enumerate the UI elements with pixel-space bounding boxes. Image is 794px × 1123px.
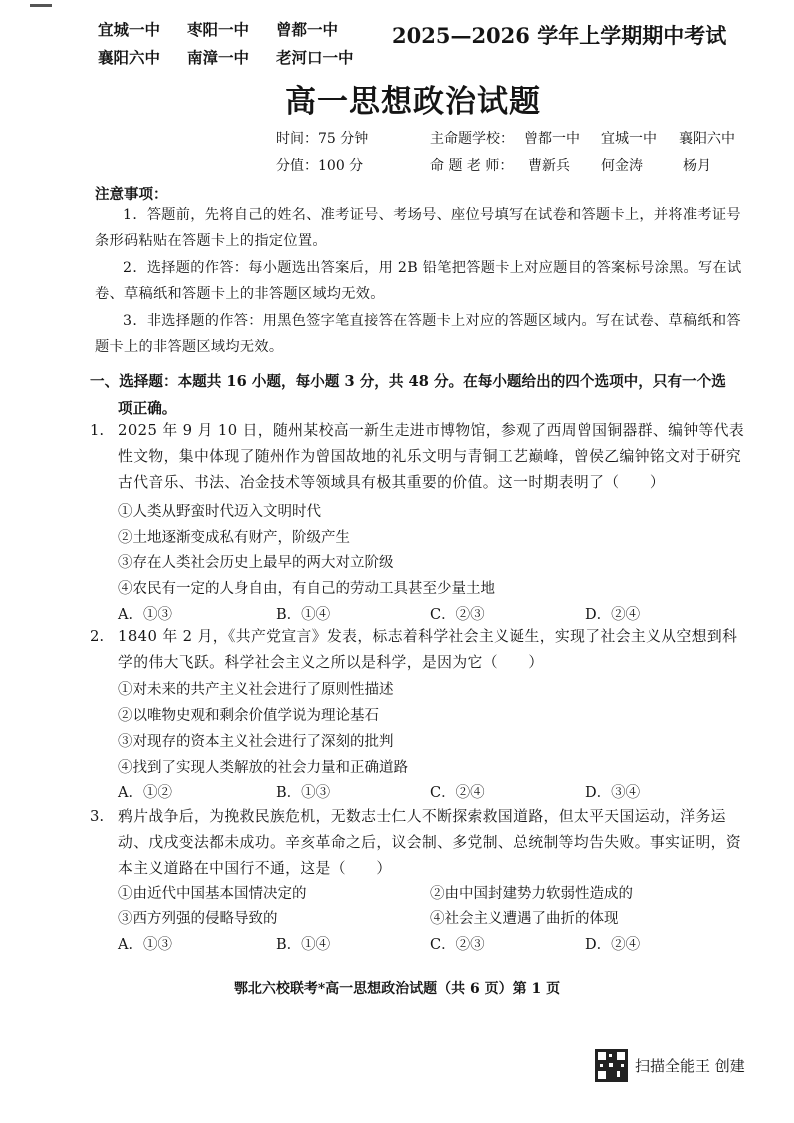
answer-choice: C．②③ [430,607,485,623]
answer-choice: B．①④ [276,937,331,953]
notes-heading: 注意事项： [95,186,168,203]
school-name: 南漳一中 [187,49,250,67]
host-school: 襄阳六中 [679,131,735,147]
statement: ②以唯物史观和剩余价值学说为理论基石 [118,708,379,724]
question-number: 2. [90,628,105,645]
question-stem: 1840 年 2 月，《共产党宣言》发表，标志着科学社会主义诞生，实现了社会主义从空想到科学的伟大飞跃。科学社会主义之所以是科学，是因为它（ ） [118,628,738,671]
school-name: 宜城一中 [98,21,161,39]
school-name: 襄阳六中 [98,49,161,67]
statement: ③西方列强的侵略导致的 [118,911,278,927]
host-label: 主命题学校： [430,131,514,147]
note-item: 3．非选择题的作答：用黑色签字笔直接答在答题卡上对应的答题区域内。写在试卷、草稿纸和答题卡上的非答题区域均无效。 [95,313,741,355]
statement: ①对未来的共产主义社会进行了原则性描述 [118,682,394,698]
answer-choice: D．②④ [585,607,641,623]
question-number: 1. [90,422,105,439]
statement: ②土地逐渐变成私有财产，阶级产生 [118,530,350,546]
page-footer: 鄂北六校联考*高一思想政治试题（共 6 页）第 1 页 [233,981,561,997]
statement: ①人类从野蛮时代迈入文明时代 [118,504,321,520]
note-item: 1．答题前，先将自己的姓名、准考证号、考场号、座位号填写在试卷和答题卡上，并将准考证号条形码粘贴在答题卡上的指定位置。 [95,207,741,249]
school-name: 曾都一中 [276,21,339,39]
statement: ④农民有一定的人身自由，有自己的劳动工具甚至少量土地 [118,581,495,597]
teacher-name: 杨月 [683,158,711,174]
note-item: 2．选择题的作答：每小题选出答案后，用 2B 铅笔把答题卡上对应题目的答案标号涂黑。写在试卷、草稿纸和答题卡上的非答题区域均无效。 [95,260,742,302]
exam-title: 2025—2026 学年上学期期中考试 [392,23,727,48]
statement: ④社会主义遭遇了曲折的体现 [430,911,619,927]
statement: ④找到了实现人类解放的社会力量和正确道路 [118,760,408,776]
statement: ②由中国封建势力软弱性造成的 [430,886,633,902]
question-stem: 鸦片战争后，为挽救民族危机，无数志士仁人不断探索救国道路，但太平天国运动，洋务运动、戊戌变法都未成功。辛亥革命之后，议会制、多党制、总统制等均告失败。事实证明，资本主义道路在中国行不通，这是（ ） [118,808,742,877]
statement: ③存在人类社会历史上最早的两大对立阶级 [118,555,394,571]
teacher-label: 命 题 老 师： [430,158,514,174]
host-school: 宜城一中 [601,131,657,147]
host-school: 曾都一中 [524,131,580,147]
answer-choice: C．②④ [430,785,485,801]
answer-choice: A．①② [118,785,172,801]
scan-mark [30,4,52,7]
teacher-name: 何金涛 [601,158,643,174]
answer-choice: D．③④ [585,785,641,801]
teacher-name: 曹新兵 [528,158,570,174]
school-name: 老河口一中 [276,49,354,67]
statement: ③对现存的资本主义社会进行了深刻的批判 [118,734,394,750]
section-heading-cont: 项正确。 [118,400,177,417]
answer-choice: C．②③ [430,937,485,953]
answer-choice: A．①③ [118,937,172,953]
answer-choice: B．①③ [276,785,331,801]
school-name: 枣阳一中 [187,21,250,39]
statement: ①由近代中国基本国情决定的 [118,886,307,902]
scanner-watermark: 扫描全能王 创建 [635,1057,745,1075]
question-number: 3. [90,808,105,825]
question-stem: 2025 年 9 月 10 日，随州某校高一新生走进市博物馆，参观了西周曾国铜器群、编钟等代表性文物，集中体现了随州作为曾国故地的礼乐文明与青铜工艺巅峰，曾侯乙编钟铭文对于研究古代音乐、书法、冶金技术等领域具有极其重要的价值。这一时期表明了（ ） [118,422,745,491]
exam-score: 分值：100 分 [276,158,364,174]
exam-time: 时间：75 分钟 [276,131,369,147]
answer-choice: B．①④ [276,607,331,623]
section-heading: 一、选择题：本题共 16 小题，每小题 3 分，共 48 分。在每小题给出的四个选项中，只有一个选 [90,373,726,390]
qr-code-icon [595,1049,628,1082]
page-title: 高一思想政治试题 [285,84,541,120]
answer-choice: D．②④ [585,937,641,953]
answer-choice: A．①③ [118,607,172,623]
